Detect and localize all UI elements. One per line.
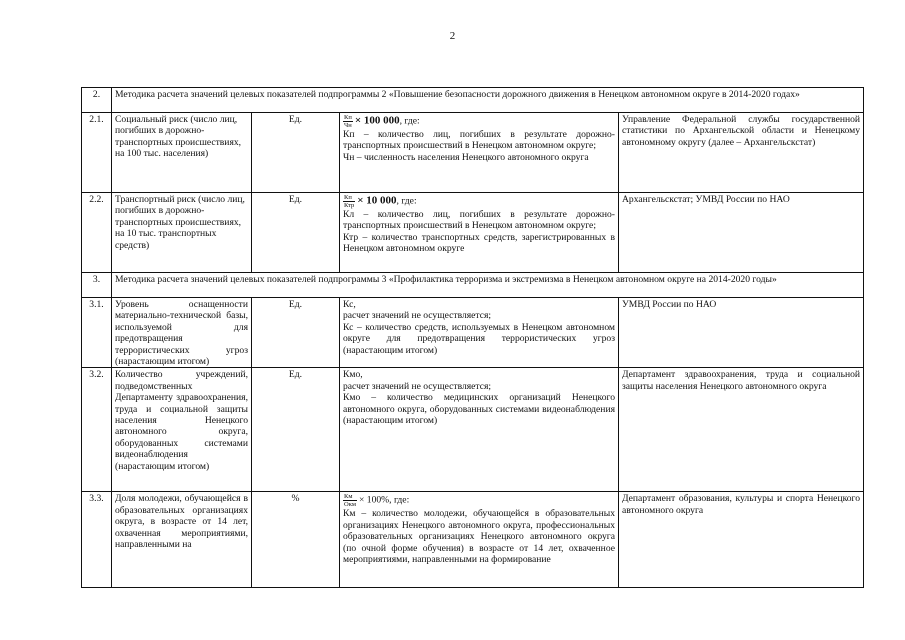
method-line: Чн – численность населения Ненецкого автономного округа xyxy=(343,151,589,163)
table-row xyxy=(82,298,864,368)
formula-suffix: , где: xyxy=(396,195,417,207)
formula: Кмо, xyxy=(343,369,363,381)
unit-cell: Ед. xyxy=(252,298,340,368)
unit-cell: Ед. xyxy=(252,193,340,273)
section-row xyxy=(82,88,864,113)
formula-multiplier: × 10 000 xyxy=(357,194,397,207)
indicator-name: Количество учреждений, подведомственных Департаменту здравоохранения, труда и социальной защиты населения Ненецкого автономного округа, оборудованных системами видеонаблюдения (нарастающим итогом) xyxy=(112,368,252,492)
formula-fraction xyxy=(343,493,357,508)
page-number: 2 xyxy=(449,30,456,42)
method-cell xyxy=(340,193,619,273)
method-line: Км – количество молодежи, обучающейся в образовательных организациях Ненецкого автономного округа, профессиональных образовательных организациях Ненецкого автономного округа (по очной форме обучения) в возрасте от 14 лет, охваченное мероприятиями, направленными на формирование xyxy=(343,508,615,566)
formula: Кс, xyxy=(343,299,356,310)
row-number: 3.2. xyxy=(82,368,112,492)
formula xyxy=(343,194,615,209)
method-line: расчет значений не осуществляется; xyxy=(343,310,492,322)
formula-numerator: Км xyxy=(343,493,357,501)
source-cell: Управление Федеральной службы государственной статистики по Архангельской области и Ненецкому автономному округу (далее – Архангельскстат) xyxy=(619,113,864,193)
source-cell: Департамент здравоохранения, труда и социальной защиты населения Ненецкого автономного округа xyxy=(619,368,864,492)
method-line: Кл – количество лиц, погибших в результате дорожно-транспортных происшествий в Ненецком автономном округе; xyxy=(343,209,615,232)
method-line: Кп – количество лиц, погибших в результате дорожно-транспортных происшествий в Ненецком автономном округе; xyxy=(343,129,615,152)
indicator-name: Социальный риск (число лиц, погибших в дорожно-транспортных происшествиях, на 100 тыс. населения) xyxy=(112,113,252,193)
method-line: Кс – количество средств, используемых в Ненецком автономном округе для предотвращения террористических угроз (нарастающим итогом) xyxy=(343,321,615,356)
method-line: Кмо – количество медицинских организаций Ненецкого автономного округа, оборудованных системами видеонаблюдения (нарастающим итогом) xyxy=(343,392,615,427)
row-number: 2.2. xyxy=(82,193,112,273)
unit-cell: Ед. xyxy=(252,113,340,193)
method-cell xyxy=(340,492,619,588)
formula-denominator: Ктр xyxy=(344,202,355,209)
formula-multiplier: × 100% xyxy=(358,495,390,507)
section-row xyxy=(82,273,864,298)
table-row xyxy=(82,113,864,193)
formula-suffix: , где: xyxy=(389,495,410,507)
formula-fraction xyxy=(343,114,353,129)
formula-fraction xyxy=(343,194,355,209)
formula-numerator: Кп xyxy=(343,194,355,202)
method-cell xyxy=(340,368,619,492)
table-row xyxy=(82,193,864,273)
section-number: 3. xyxy=(82,273,112,298)
indicator-name: Транспортный риск (число лиц, погибших в дорожно-транспортных происшествиях, на 10 тыс. транспортных средств) xyxy=(112,193,252,273)
formula xyxy=(343,114,615,129)
indicators-table xyxy=(81,87,864,588)
section-title: Методика расчета значений целевых показателей подпрограммы 3 «Профилактика терроризма и экстремизма в Ненецком автономном округе на 2014-2020 годы» xyxy=(112,273,864,298)
source-cell: УМВД России по НАО xyxy=(619,298,864,368)
section-title: Методика расчета значений целевых показателей подпрограммы 2 «Повышение безопасности дорожного движения в Ненецком автономном округе в 2014-2020 годах» xyxy=(112,88,864,113)
section-number: 2. xyxy=(82,88,112,113)
source-cell: Архангельскстат; УМВД России по НАО xyxy=(619,193,864,273)
row-number: 3.3. xyxy=(82,492,112,588)
formula-suffix: , где: xyxy=(399,115,420,127)
method-line: расчет значений не осуществляется; xyxy=(343,380,492,392)
row-number: 3.1. xyxy=(82,298,112,368)
formula-denominator: Чн xyxy=(344,122,352,129)
source-cell: Департамент образования, культуры и спорта Ненецкого автономного округа xyxy=(619,492,864,588)
formula-numerator: Кп xyxy=(344,114,352,121)
indicator-name: Доля молодежи, обучающейся в образовательных организациях округа, в возрасте от 14 лет, охваченная мероприятиями, направленными на xyxy=(112,492,252,588)
formula-multiplier: × 100 000 xyxy=(354,114,400,127)
unit-cell: Ед. xyxy=(252,368,340,492)
method-cell xyxy=(340,298,619,368)
method-line: Ктр – количество транспортных средств, зарегистрированных в Ненецком автономном округе xyxy=(343,231,615,255)
row-number: 2.1. xyxy=(82,113,112,193)
table-row xyxy=(82,492,864,588)
formula-denominator: Окм xyxy=(344,501,356,509)
unit-cell: % xyxy=(252,492,340,588)
table-row xyxy=(82,368,864,492)
formula xyxy=(343,493,615,508)
indicator-name: Уровень оснащенности материально-технической базы, используемой для предотвращения террористических угроз (нарастающим итогом) xyxy=(112,298,252,368)
method-cell xyxy=(340,113,619,193)
